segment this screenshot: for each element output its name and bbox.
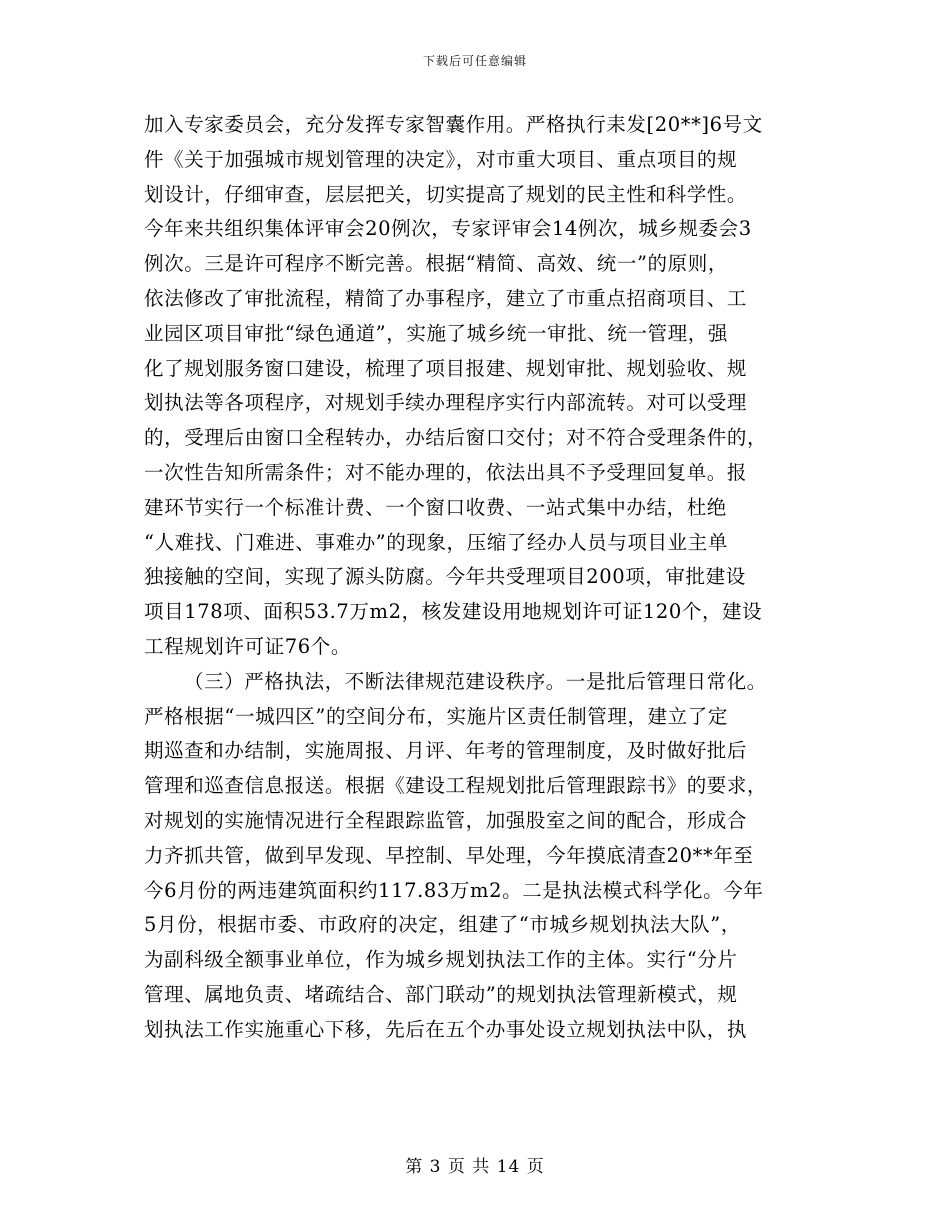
page-number-footer: 第 3 页 共 14 页 bbox=[405, 1157, 545, 1177]
text-line: 对规划的实施情况进行全程跟踪监管，加强股室之间的配合，形成合 bbox=[144, 808, 748, 832]
text-line: 为副科级全额事业单位，作为城乡规划执法工作的主体。实行“分片 bbox=[144, 948, 738, 972]
text-line: 管理、属地负责、堵疏结合、部门联动”的规划执法管理新模式，规 bbox=[144, 982, 738, 1006]
text-line: 一次性告知所需条件；对不能办理的，依法出具不予受理回复单。报 bbox=[144, 460, 748, 484]
text-line: 严格根据“一城四区”的空间分布，实施片区责任制管理，建立了定 bbox=[144, 704, 728, 728]
text-line: 划执法工作实施重心下移，先后在五个办事处设立规划执法中队，执 bbox=[144, 1017, 748, 1041]
section-heading-line: （三）严格执法，不断法律规范建设秩序。一是批后管理日常化。 bbox=[184, 669, 767, 693]
text-line: 划执法等各项程序，对规划手续办理程序实行内部流转。对可以受理 bbox=[144, 391, 748, 415]
text-line: 独接触的空间，实现了源头防腐。今年共受理项目200项，审批建设 bbox=[144, 565, 746, 589]
text-line: 加入专家委员会，充分发挥专家智囊作用。严格执行耒发[20**]6号文 bbox=[144, 113, 763, 136]
document-body bbox=[144, 108, 806, 1048]
text-line: 件《关于加强城市规划管理的决定》，对市重大项目、重点项目的规 bbox=[144, 147, 738, 171]
text-line: 今年来共组织集体评审会20例次，专家评审会14例次，城乡规委会3 bbox=[144, 217, 752, 241]
text-line: 的，受理后由窗口全程转办，办结后窗口交付；对不符合受理条件的， bbox=[144, 426, 768, 450]
text-line: 建环节实行一个标准计费、一个窗口收费、一站式集中办结，杜绝 bbox=[144, 495, 727, 519]
text-line: 项目178项、面积53.7万m2，核发建设用地规划许可证120个，建设 bbox=[144, 600, 763, 624]
text-line: 工程规划许可证76个。 bbox=[144, 634, 351, 658]
text-line: 划设计，仔细审查，层层把关，切实提高了规划的民主性和科学性。 bbox=[144, 182, 748, 206]
text-line: 力齐抓共管，做到早发现、早控制、早处理，今年摸底清查20**年至 bbox=[144, 843, 754, 867]
text-line: 今6月份的两违建筑面积约117.83万m2。二是执法模式科学化。今年 bbox=[144, 878, 764, 902]
text-line: 化了规划服务窗口建设，梳理了项目报建、规划审批、规划验收、规 bbox=[144, 356, 748, 380]
text-line: 管理和巡查信息报送。根据《建设工程规划批后管理跟踪书》的要求， bbox=[144, 774, 768, 798]
text-line: 5月份，根据市委、市政府的决定，组建了“市城乡规划执法大队”， bbox=[144, 913, 741, 937]
text-line: 例次。三是许可程序不断完善。根据“精简、高效、统一”的原则， bbox=[144, 252, 728, 276]
text-line: 期巡查和办结制，实施周报、月评、年考的管理制度，及时做好批后 bbox=[144, 739, 748, 763]
text-line: 业园区项目审批“绿色通道”，实施了城乡统一审批、统一管理，强 bbox=[144, 321, 728, 345]
text-line: 依法修改了审批流程，精简了办事程序，建立了市重点招商项目、工 bbox=[144, 286, 748, 310]
page-header: 下载后可任意编辑 bbox=[422, 54, 527, 68]
text-line: “人难找、门难进、事难办”的现象，压缩了经办人员与项目业主单 bbox=[144, 530, 728, 554]
